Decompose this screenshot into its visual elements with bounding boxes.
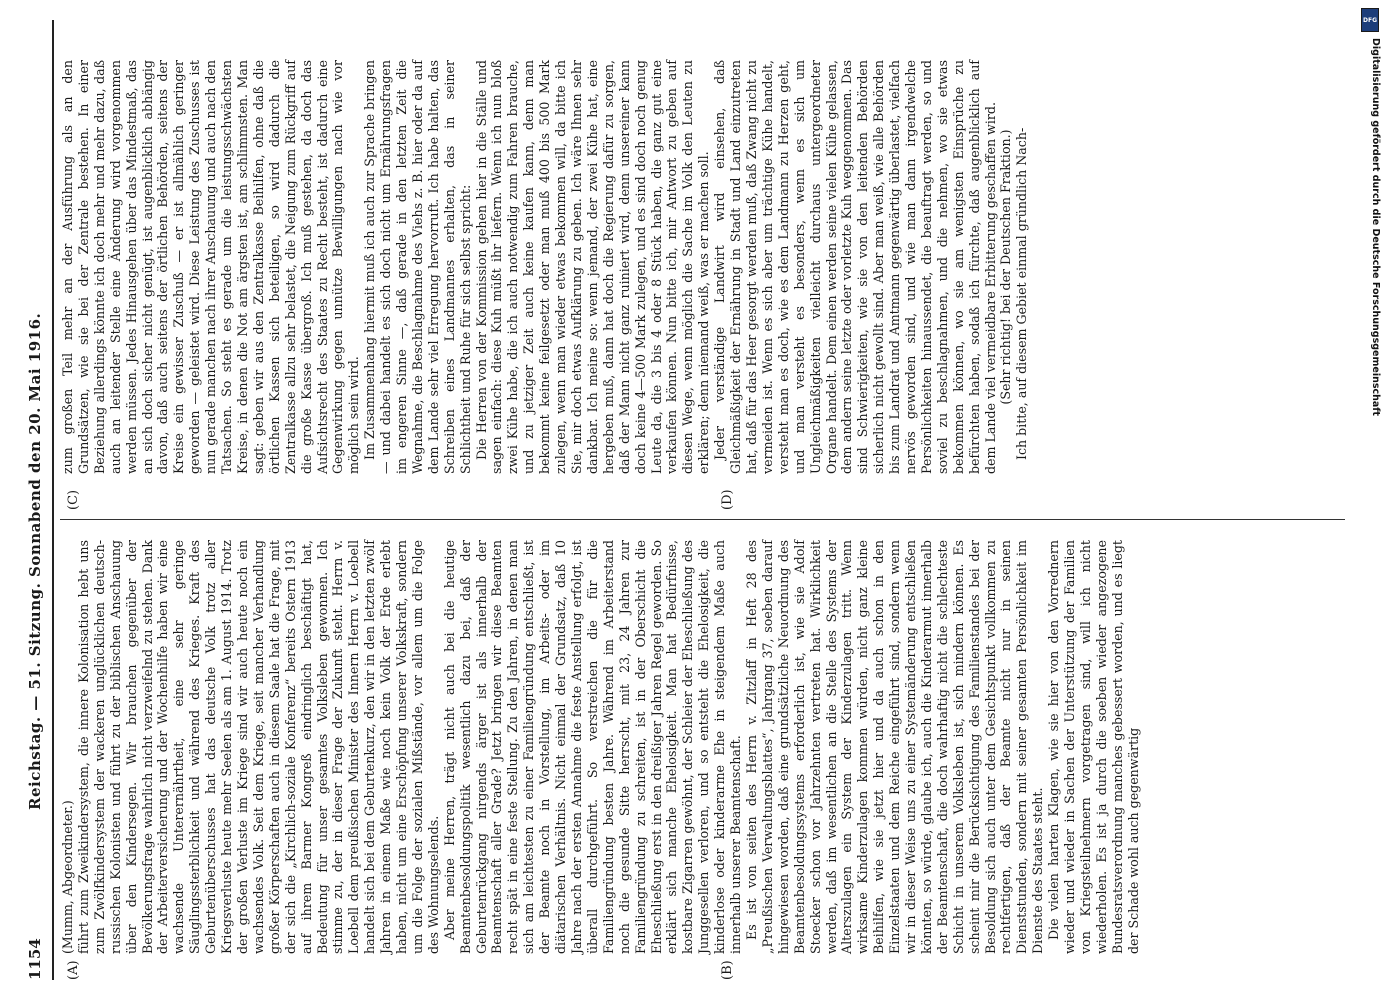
- running-title: Reichstag. — 51. Sitzung. Sonnabend den 20. Mai 1916.: [26, 312, 44, 810]
- paragraph: zum großen Teil mehr an der Ausführung als an den Grundsätzen, wie sie bei der Zentrale bestehen. In einer Beziehung allerdings könnte ich doch mehr und mehr dazu, daß auch an leitender Stelle eine Änderung wird vorgenommen werden müssen. Jedes Hinausgehen über das Mindestmaß, das an sich doch sicher nicht genügt, ist augenblicklich abhängig davon, daß auch seitens der örtlichen Behörden, seitens der Kreise ein gewisser Zuschuß — er ist allmählich geringer geworden — geleistet wird. Diese Leistung des Zuschusses ist nun gerade manchen nach ihrer Anschauung und auch nach den Tatsachen. So steht es gerade um die leistungsschwächsten Kreise, in denen die Not am ärgsten ist, am schlimmsten. Man sagt: geben wir aus den Zentralkasse Beihilfen, ohne daß die örtlichen Kassen sich beteiligen, so wird dadurch die Zentralkasse allzu sehr belastet, die Neigung zum Rückgriff auf die große Kasse übergroß. Ich muß gestehen, da doch das Aufsichtsrecht des Staates zu Recht besteht, ist dadurch eine Gegenwirkung gegen unnütze Bewilligungen nach wie vor möglich sein wird.: [60, 60, 362, 474]
- margin-marker-d: (D): [720, 489, 735, 510]
- page-header: [20, 20, 52, 980]
- margin-marker-b: (B): [720, 960, 735, 980]
- paragraph: führt zum Zweikindersystem, die innere Kolonisation hebt uns zum Zwölfkindersystem der wackeren unglücklichen deutsch-russischen Kolonisten und führt zu der biblischen Anschauung über den Kindersegen. Wir brauchen gegenüber der Bevölkerungsfrage wahrlich nicht verzweifelnd zu stehen. Dank der Arbeiterversicherung und der Wochenhilfe haben wir eine wachsende Unterernährtheit, eine sehr geringe Säuglingssterblichkeit und während des Krieges. Kraft des Geburtenüberschusses hat das deutsche Volk trotz aller Kriegsverluste heute mehr Seelen als am 1. August 1914. Trotz der großen Verluste im Kriege sind wir auch heute noch ein wachsendes Volk. Seit dem Kriege, seit mancher Verhandlung großer Körperschaften auch in diesem Saale hat die Frage, mit der sich die „Kirchlich-soziale Konferenz“ bereits Ostern 1913 auf ihrem Barmer Kongreß eindringlich beschäftigt hat, Bedeutung für unser gesamtes Volksleben gewonnen. Ich stimme zu, der in dieser Frage der Zukunft steht. Herrn v. Loebell dem preußischen Minister des Innern Herrn v. Loebell handelt sich bei dem Geburtenkurz, den wir in den letzten zwölf Jahren in einem Maße wie noch kein Volk der Erde erlebt haben, nicht um eine Erschöpfung unserer Volkskraft, sondern um die Folge der sozialen Mißstände, vor allem um die Folge des Wohnungselends.: [75, 540, 441, 954]
- paragraph: Im Zusammenhang hiermit muß ich auch zur Sprache bringen — und dabei handelt es sich doch nicht um Ernährungsfragen im engeren Sinne —, daß gerade in den letzten Zeit die Wegnahme, die Beschlagnahme des Viehs z. B. hier oder da auf dem Lande sehr viel Erregung hervorruft. Ich habe halten, das Schreiben eines Landmannes erhalten, das in seiner Schlichtheit und Ruhe für sich selbst spricht:: [362, 60, 473, 474]
- margin-marker-a: (A): [66, 960, 81, 980]
- quoted-letter: Die Herren von der Kommission gehen hier in die Ställe und sagen einfach: diese Kuh müßt ihr liefern. Wenn ich nun bloß zwei Kühe habe, die ich auch notwendig zum Fahren brauche, und zu jetziger Zeit auch keine kaufen kann, denn man bekommt keine feilgesetzt oder man muß 400 bis 500 Mark zulegen, wenn man wieder etwas bekommen will, da bitte ich Sie, mir doch etwas Aufklärung zu geben. Ich wäre Ihnen sehr dankbar. Ich meine so: wenn jemand, der zwei Kühe hat, eine hergeben muß, dann hat doch die Regierung dafür zu sorgen, daß der Mann nicht ganz ruiniert wird, denn unsereiner kann doch keine 4—500 Mark zulegen, und es sind doch noch genug Leute da, die 3 bis 4 oder 8 Stück haben, die ganz gut eine verkaufen können. Nun bitte ich, mir Antwort zu geben auf diesen Wege, wenn möglich die Sache im Volk den Leuten zu erklären; denn niemand weiß, was er machen soll.: [473, 60, 712, 474]
- digitization-credit: Digitalisierung gefördert durch die Deutsche Forschungsgemeinschaft: [1370, 38, 1381, 416]
- left-column: [60, 540, 1142, 980]
- interjection: (Sehr richtig! bei der Deutschen Fraktion.): [998, 129, 1014, 405]
- paragraph: Es ist von seiten des Herrn v. Zitzlaff in Heft 28 des „Preußischen Verwaltungsblattes“, Jahrgang 37, soeben darauf hingewiesen worden, daß eine grundsätzliche Neuordnung des Beamtenbesoldungssystems erforderlich ist, wie sie Adolf Stoecker schon vor Jahrzehnten vertreten hat. Wirklichkeit werden, daß im wesentlichen an die Stelle des Systems der Alterszulagen ein System der Kinderzulagen tritt. Wenn wirksame Kinderzulagen kommen würden, nicht ganz kleine Beihilfen, wie sie jetzt hier und da auch schon in den Einzelstaaten und dem Reiche eingeführt sind, sondern wenn wir in dieser Weise uns zu einer Systemänderung entschließen könnten, so würde, glaube ich, auch die Kinderarmut innerhalb der Beamtenschaft, die doch wahrhaftig nicht die schlechteste Schicht in unserem Volksleben ist, sich mindern können. Es scheint mir die Berücksichtigung des Familienstandes bei der Besoldung sich auch unter dem Gesichtspunkt vollkommen zu rechtfertigen, daß der Beamte nicht nur in seinen Dienststunden, sondern mit seiner gesamten Persönlichkeit im Dienste des Staates steht.: [743, 540, 1046, 954]
- paragraph: Ich bitte, auf diesem Gebiet einmal gründlich Nach-: [1014, 127, 1030, 460]
- margin-marker-c: (C): [66, 489, 81, 510]
- column-divider: [60, 519, 1345, 520]
- dfg-logo: DFG: [1361, 8, 1379, 32]
- digitization-sidebar: [1359, 8, 1381, 988]
- paragraph: Die vielen harten Klagen, wie sie hier von den Vorrednern wieder und wieder in Sachen der Unterstützung der Familien von Kriegsteilnehmern vorgetragen sind, will ich nicht wiederholen. Es ist ja durch die soeben wieder angezogene Bundesratsverordnung manches gebessert worden, und es liegt der Schade wohl auch gegenwärtig: [1046, 540, 1141, 954]
- rotated-page: [20, 20, 1350, 980]
- paragraph: Aber meine Herren, trägt nicht auch bei die heutige Beamtenbesoldungspolitik wesentlich dazu bei, daß der Geburtenrückgang nirgends ärger ist als innerhalb der Beamtenschaft aller Grade? Jetzt bringen wir diese Beamten recht spät in eine feste Stellung. Zu den Jahren, in denen man sich am leichtesten zu einer Familiengründung entschließt, ist der Beamte noch in Vorstellung, im Arbeits- oder im diätarischen Verhältnis. Nicht einmal der Grundsatz, daß 10 Jahre nach der ersten Annahme die feste Anstellung erfolgt, ist überall durchgeführt. So verstreichen die für die Familiengründung besten Jahre. Während im Arbeiterstand noch die gesunde Sitte herrscht, mit 23, 24 Jahren zur Familiengründung zu schreiten, ist in der Oberschicht die Eheschließung erst in den dreißiger Jahren Regel geworden. So erklärt sich manche Ehelosigkeit. Man hat Bedürfnisse, kostbare Zigarren gewöhnt, der Schleier der Eheschließung des Junggesellen verloren, und so entsteht die Ehelosigkeit, die kinderlose oder kinderarme Ehe in steigendem Maße auch innerhalb unserer Beamtenschaft.: [441, 540, 744, 954]
- paragraph: Jeder verständige Landwirt wird einsehen, daß Gleichmäßigkeit der Ernährung in Stadt und Land einzutreten hat, daß für das Heer gesorgt werden muß, daß Zwang nicht zu vermeiden ist. Wenn es sich aber um trächtige Kühe handelt, versteht man es doch, wie es dem Landmann zu Herzen geht, und man versteht es besonders, wenn es sich um Ungleichmäßigkeiten vielleicht durchaus untergeordneter Organe handelt. Dem einen werden seine vielen Kühe gelassen, dem andern seine letzte oder vorletzte Kuh weggenommen. Das sind Schwierigkeiten, wie sie von den leitenden Behörden sicherlich nicht gewollt sind. Aber man weiß, wie alle Behörden bis zum Landrat und Amtmann gegenwärtig überlastet, vielfach nervös geworden sind, und wie man dann irgendwelche Persönlichkeiten hinaussendet, die beauftragt werden, so und soviel zu beschlagnahmen, und die nehmen, wo sie etwas bekommen können, wo sie am wenigsten Einsprüche zu befürchten haben, sodaß ich fürchte, daß augenblicklich auf dem Lande viel vermeidbare Erbitterung geschaffen wird.: [712, 60, 998, 474]
- page-number: 1154: [26, 938, 44, 980]
- header-rule: [52, 20, 54, 980]
- speaker-label: (Mumm, Abgeordneter.): [60, 800, 75, 954]
- right-column: [60, 60, 1030, 500]
